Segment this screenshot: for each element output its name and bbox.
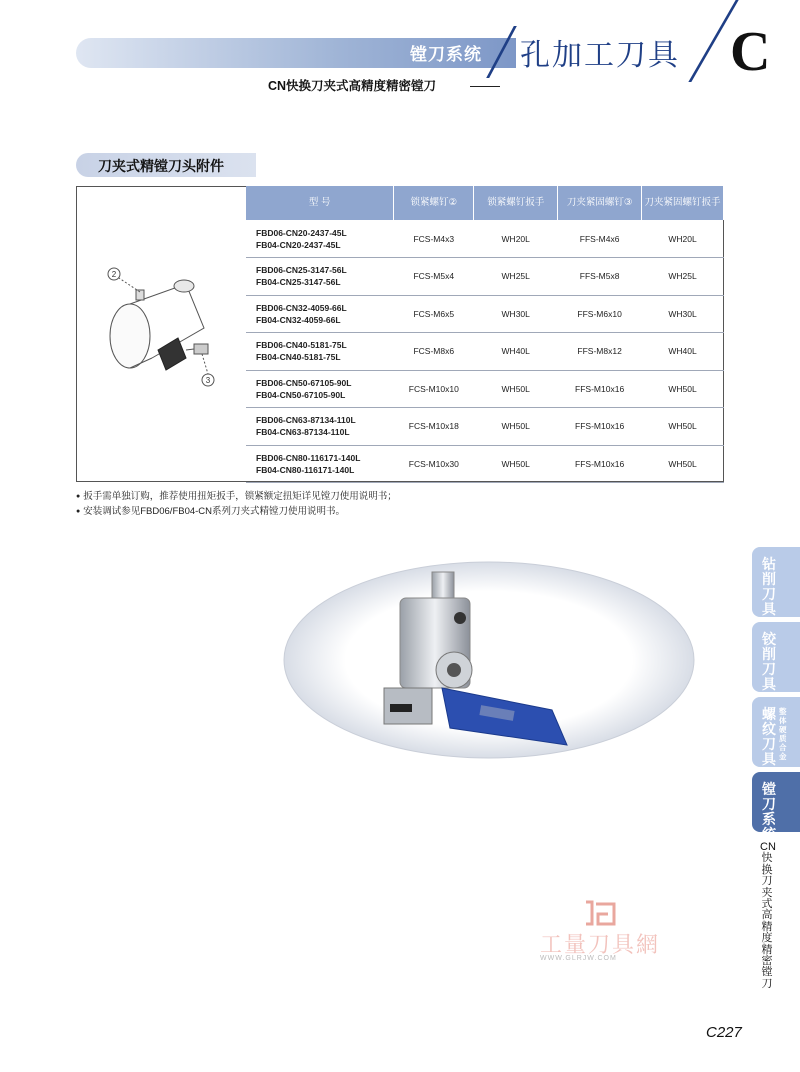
header-clamp-wrench: 刀夹紧固螺钉扳手	[642, 186, 724, 220]
lock-wrench-cell: WH25L	[474, 258, 558, 296]
model-code: FBD06-CN80-116171-140L	[256, 452, 361, 463]
clamp-wrench-cell: WH40L	[642, 333, 724, 371]
lock-screw-cell: FCS-M10x30	[394, 445, 474, 483]
lock-screw-cell: FCS-M6x5	[394, 295, 474, 333]
product-photo	[282, 560, 696, 760]
clamp-wrench-cell: WH50L	[642, 370, 724, 408]
side-tab-sublabel: 整体硬质合金	[779, 707, 787, 761]
lock-wrench-cell: WH20L	[474, 220, 558, 258]
model-code: FB04-CN80-116171-140L	[256, 464, 355, 475]
side-tab-label: 铰削刀具	[762, 631, 776, 692]
chapter-letter: C	[730, 21, 771, 83]
lock-wrench-cell: WH40L	[474, 333, 558, 371]
model-cell	[246, 370, 394, 408]
callout-2-label: 2	[111, 270, 117, 279]
clamp-wrench-cell: WH50L	[642, 445, 724, 483]
lock-screw-cell: FCS-M8x6	[394, 333, 474, 371]
watermark-url: WWW.GLRJW.COM	[540, 955, 617, 962]
side-tab-reaming[interactable]	[752, 622, 800, 692]
model-code: FB04-CN40-5181-75L	[256, 352, 341, 363]
lock-wrench-cell: WH50L	[474, 408, 558, 446]
side-tab-label: 镗刀系统	[762, 781, 776, 842]
clamp-screw-cell: FFS-M10x16	[558, 408, 642, 446]
clamp-wrench-cell: WH25L	[642, 258, 724, 296]
model-code: FBD06-CN32-4059-66L	[256, 302, 347, 313]
table-row	[246, 370, 724, 408]
lock-wrench-cell: WH50L	[474, 370, 558, 408]
model-code: FBD06-CN50-67105-90L	[256, 377, 352, 388]
table-row	[246, 333, 724, 371]
model-cell	[246, 220, 394, 258]
header-subcategory: 镗刀系统	[410, 45, 482, 64]
model-code: FB04-CN25-3147-56L	[256, 277, 341, 288]
model-code: FB04-CN50-67105-90L	[256, 389, 346, 400]
lock-screw-cell: FCS-M10x10	[394, 370, 474, 408]
lock-screw-cell: FCS-M5x4	[394, 258, 474, 296]
lock-wrench-cell: WH30L	[474, 295, 558, 333]
model-code: FB04-CN63-87134-110L	[256, 427, 350, 438]
model-cell	[246, 408, 394, 446]
lock-screw-cell: FCS-M4x3	[394, 220, 474, 258]
lock-screw-cell: FCS-M10x18	[394, 408, 474, 446]
model-code: FBD06-CN40-5181-75L	[256, 340, 347, 351]
clamp-screw-cell: FFS-M10x16	[558, 370, 642, 408]
model-cell	[246, 258, 394, 296]
clamp-screw-cell: FFS-M6x10	[558, 295, 642, 333]
table-row	[246, 258, 724, 296]
header-clamp-screw: 刀夹紧固螺钉③	[558, 186, 642, 220]
accessory-diagram	[100, 262, 220, 394]
side-tab-label: 螺纹刀具	[762, 706, 776, 767]
model-code: FB04-CN32-4059-66L	[256, 314, 341, 325]
clamp-screw-cell: FFS-M8x12	[558, 333, 642, 371]
clamp-screw-cell: FFS-M10x16	[558, 445, 642, 483]
side-vertical-title: CN快换刀夹式高精度精密镗刀	[760, 841, 776, 990]
callout-3-label: 3	[205, 376, 211, 385]
model-code: FBD06-CN25-3147-56L	[256, 265, 347, 276]
table-row	[246, 408, 724, 446]
watermark-text: 工量刀具網	[540, 932, 661, 957]
side-tab-label: 钻削刀具	[762, 556, 776, 617]
page-title: CN快换刀夹式高精度精密镗刀	[268, 79, 437, 93]
table-row	[246, 295, 724, 333]
note-item: ● 扳手需单独订购，推荐使用扭矩扳手，锁紧额定扭矩详见镗刀使用说明书；	[76, 489, 397, 504]
clamp-screw-cell: FFS-M5x8	[558, 258, 642, 296]
model-cell	[246, 295, 394, 333]
clamp-wrench-cell: WH50L	[642, 408, 724, 446]
side-tab-boring[interactable]	[752, 772, 800, 842]
note-item: ● 安装调试参见FBD06/FB04-CN系列刀夹式精镗刀使用说明书。	[76, 504, 397, 519]
header-main-category: 孔加工刀具	[520, 38, 680, 73]
notes	[76, 489, 397, 519]
side-tab-threading[interactable]	[752, 697, 800, 767]
title-underline	[470, 86, 500, 87]
header-lock-screw: 锁紧螺钉②	[394, 186, 474, 220]
spec-table	[246, 186, 724, 483]
table-row	[246, 445, 724, 483]
clamp-wrench-cell: WH20L	[642, 220, 724, 258]
side-tab-drilling[interactable]	[752, 547, 800, 617]
model-code: FBD06-CN63-87134-110L	[256, 415, 356, 426]
clamp-screw-cell: FFS-M4x6	[558, 220, 642, 258]
model-code: FB04-CN20-2437-45L	[256, 239, 341, 250]
clamp-wrench-cell: WH30L	[642, 295, 724, 333]
model-code: FBD06-CN20-2437-45L	[256, 227, 347, 238]
watermark-logo-icon	[584, 900, 618, 926]
header-model: 型 号	[246, 186, 394, 220]
lock-wrench-cell: WH50L	[474, 445, 558, 483]
table-header-row	[246, 186, 724, 220]
header-lock-wrench: 锁紧螺钉扳手	[474, 186, 558, 220]
model-cell	[246, 333, 394, 371]
page-number: C227	[706, 1024, 742, 1041]
section-title: 刀夹式精镗刀头附件	[98, 158, 224, 174]
table-row	[246, 220, 724, 258]
model-cell	[246, 445, 394, 483]
